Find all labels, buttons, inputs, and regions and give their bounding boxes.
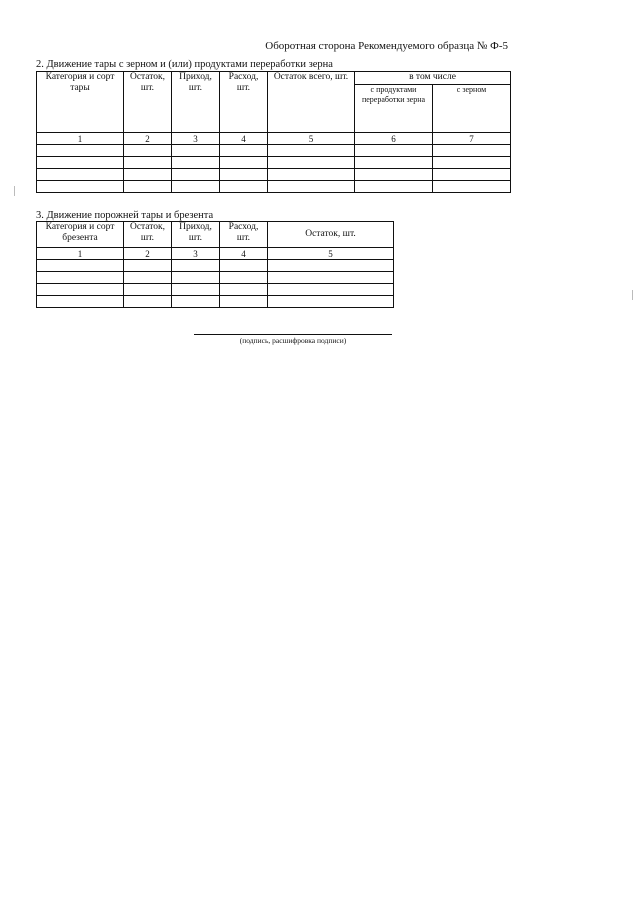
table-row — [37, 284, 394, 296]
table-cell[interactable] — [433, 157, 511, 169]
table-cell[interactable] — [220, 145, 268, 157]
table-cell[interactable] — [172, 260, 220, 272]
column-number: 3 — [172, 133, 220, 145]
table-cell[interactable] — [124, 145, 172, 157]
header-with-grain-products: с продуктами переработки зерна — [355, 85, 433, 133]
table-cell[interactable] — [172, 272, 220, 284]
header-income: Приход, шт. — [172, 222, 220, 248]
table-cell[interactable] — [355, 145, 433, 157]
table-cell[interactable] — [268, 145, 355, 157]
column-number: 1 — [37, 133, 124, 145]
page-heading: Оборотная сторона Рекомендуемого образца № Ф-5 — [265, 40, 508, 52]
table-cell[interactable] — [220, 260, 268, 272]
table-cell[interactable] — [124, 181, 172, 193]
table-cell[interactable] — [124, 157, 172, 169]
table-cell[interactable] — [124, 296, 172, 308]
header-remainder: Остаток, шт. — [124, 72, 172, 133]
column-number: 2 — [124, 248, 172, 260]
table-row — [37, 157, 511, 169]
header-income: Приход, шт. — [172, 72, 220, 133]
table-cell[interactable] — [172, 157, 220, 169]
table-cell[interactable] — [172, 169, 220, 181]
table-cell[interactable] — [172, 145, 220, 157]
table-cell[interactable] — [37, 284, 124, 296]
column-number: 5 — [268, 248, 394, 260]
empty-container-tarpaulin-table — [36, 221, 394, 308]
table-cell[interactable] — [37, 181, 124, 193]
table-row — [37, 296, 394, 308]
table-cell[interactable] — [220, 284, 268, 296]
table-cell[interactable] — [172, 181, 220, 193]
scan-edge-mark — [14, 186, 15, 196]
section-2-title: 2. Движение тары с зерном и (или) продуктами переработки зерна — [36, 59, 333, 70]
table-cell[interactable] — [433, 145, 511, 157]
table-cell[interactable] — [268, 169, 355, 181]
column-number: 1 — [37, 248, 124, 260]
header-tarpaulin-category: Категория и сорт брезента — [37, 222, 124, 248]
column-number: 7 — [433, 133, 511, 145]
table-cell[interactable] — [37, 272, 124, 284]
table-cell[interactable] — [355, 169, 433, 181]
table-cell[interactable] — [355, 157, 433, 169]
section-3-title: 3. Движение порожней тары и брезента — [36, 210, 214, 221]
table-cell[interactable] — [355, 181, 433, 193]
table-cell[interactable] — [268, 284, 394, 296]
table-cell[interactable] — [37, 157, 124, 169]
column-number: 4 — [220, 133, 268, 145]
table-cell[interactable] — [37, 169, 124, 181]
table-cell[interactable] — [268, 272, 394, 284]
header-remainder: Остаток, шт. — [124, 222, 172, 248]
table-cell[interactable] — [433, 181, 511, 193]
table-cell[interactable] — [268, 296, 394, 308]
table-row — [37, 169, 511, 181]
table-cell[interactable] — [220, 169, 268, 181]
column-number: 4 — [220, 248, 268, 260]
table-cell[interactable] — [220, 181, 268, 193]
signature-line[interactable] — [194, 334, 392, 335]
table-cell[interactable] — [433, 169, 511, 181]
table-row — [37, 181, 511, 193]
table-cell[interactable] — [124, 169, 172, 181]
table-cell[interactable] — [268, 260, 394, 272]
scan-edge-mark — [632, 290, 633, 300]
table-cell[interactable] — [220, 296, 268, 308]
table-row — [37, 272, 394, 284]
header-total-remainder: Остаток всего, шт. — [268, 72, 355, 133]
header-total-remainder: Остаток, шт. — [268, 222, 394, 248]
column-number: 3 — [172, 248, 220, 260]
table-cell[interactable] — [37, 296, 124, 308]
header-container-category: Категория и сорт тары — [37, 72, 124, 133]
table-cell[interactable] — [37, 145, 124, 157]
table-cell[interactable] — [124, 272, 172, 284]
table-cell[interactable] — [124, 284, 172, 296]
header-including: в том числе — [355, 72, 511, 85]
column-number: 2 — [124, 133, 172, 145]
table-row — [37, 260, 394, 272]
table-cell[interactable] — [124, 260, 172, 272]
table-cell[interactable] — [37, 260, 124, 272]
header-with-grain: с зерном — [433, 85, 511, 133]
header-expense: Расход, шт. — [220, 222, 268, 248]
signature-caption: (подпись, расшифровка подписи) — [239, 336, 347, 345]
table-cell[interactable] — [220, 157, 268, 169]
column-number: 6 — [355, 133, 433, 145]
column-number: 5 — [268, 133, 355, 145]
table-cell[interactable] — [172, 284, 220, 296]
table-cell[interactable] — [220, 272, 268, 284]
table-cell[interactable] — [172, 296, 220, 308]
grain-container-movement-table — [36, 71, 511, 193]
header-expense: Расход, шт. — [220, 72, 268, 133]
table-cell[interactable] — [268, 157, 355, 169]
table-cell[interactable] — [268, 181, 355, 193]
table-row — [37, 145, 511, 157]
